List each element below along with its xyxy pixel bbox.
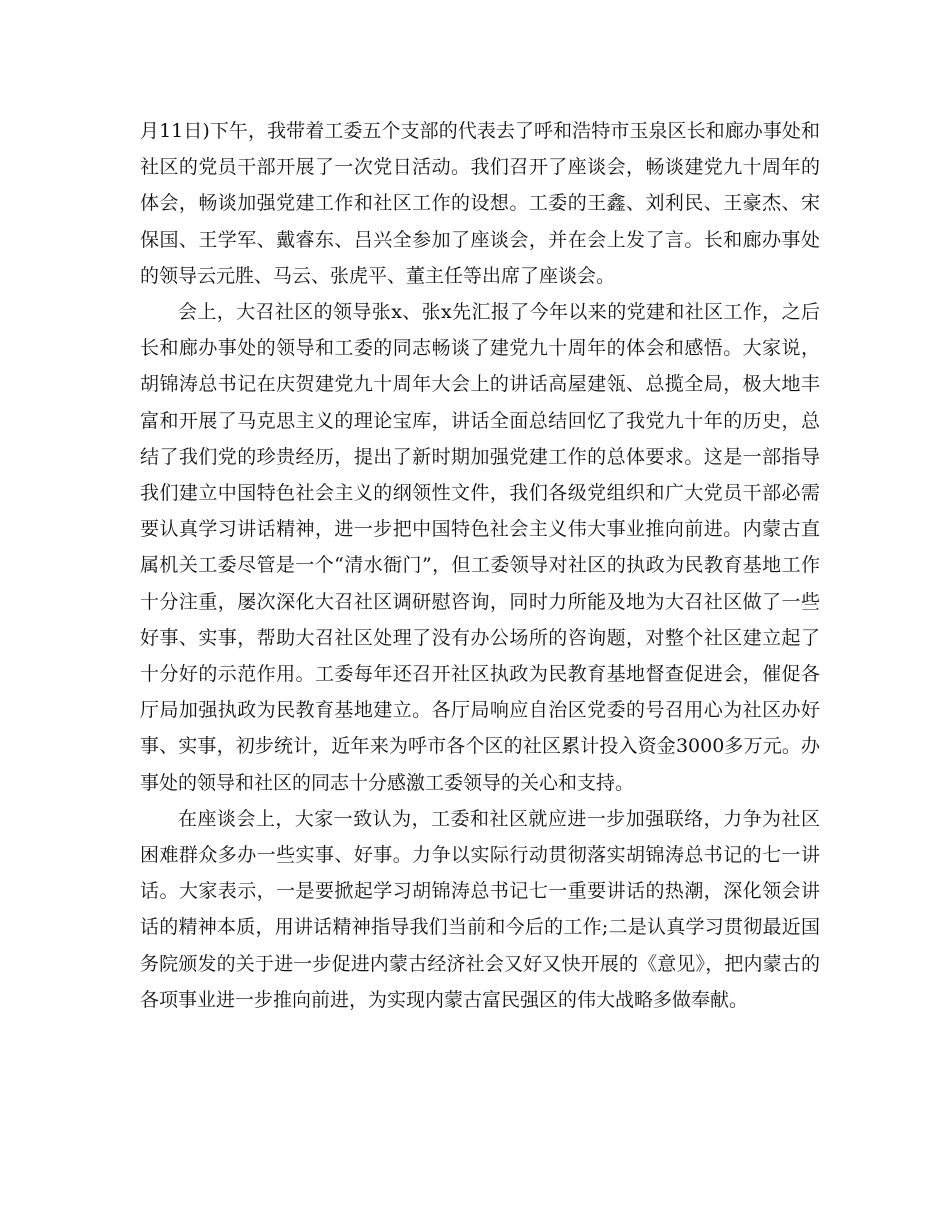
document-body (140, 113, 820, 1018)
paragraph-1: 月11日)下午，我带着工委五个支部的代表去了呼和浩特市玉泉区长和廊办事处和社区的党员干部开展了一次党日活动。我们召开了座谈会，畅谈建党九十周年的体会，畅谈加强党建工作和社区工作的设想。工委的王鑫、刘利民、王豪杰、宋保国、王学军、戴睿东、吕兴全参加了座谈会，并在会上发了言。长和廊办事处的领导云元胜、马云、张虎平、董主任等出席了座谈会。 (140, 120, 820, 287)
paragraph-3: 在座谈会上，大家一致认为，工委和社区就应进一步加强联络，力争为社区困难群众多办一些实事、好事。力争以实际行动贯彻落实胡锦涛总书记的七一讲话。大家表示，一是要掀起学习胡锦涛总书记七一重要讲话的热潮，深化领会讲话的精神本质，用讲话精神指导我们当前和今后的工作;二是认真学习贯彻最近国务院颁发的关于进一步促进内蒙古经济社会又好又快开展的《意见》，把内蒙古的各项事业进一步推向前进，为实现内蒙古富民强区的伟大战略多做奉献。 (140, 807, 820, 1011)
paragraph-2: 会上，大召社区的领导张x、张x先汇报了今年以来的党建和社区工作，之后长和廊办事处的领导和工委的同志畅谈了建党九十周年的体会和感悟。大家说，胡锦涛总书记在庆贺建党九十周年大会上的讲话高屋建瓴、总揽全局，极大地丰富和开展了马克思主义的理论宝库，讲话全面总结回忆了我党九十年的历史，总结了我们党的珍贵经历，提出了新时期加强党建工作的总体要求。这是一部指导我们建立中国特色社会主义的纲领性文件，我们各级党组织和广大党员干部必需要认真学习讲话精神，进一步把中国特色社会主义伟大事业推向前进。内蒙古直属机关工委尽管是一个“清水衙门”，但工委领导对社区的执政为民教育基地工作十分注重，屡次深化大召社区调研慰咨询，同时力所能及地为大召社区做了一些好事、实事，帮助大召社区处理了没有办公场所的咨询题，对整个社区建立起了十分好的示范作用。工委每年还召开社区执政为民教育基地督查促进会，催促各厅局加强执政为民教育基地建立。各厅局响应自治区党委的号召用心为社区办好事、实事，初步统计，近年来为呼市各个区的社区累计投入资金3000多万元。办事处的领导和社区的同志十分感激工委领导的关心和支持。 (140, 301, 820, 794)
